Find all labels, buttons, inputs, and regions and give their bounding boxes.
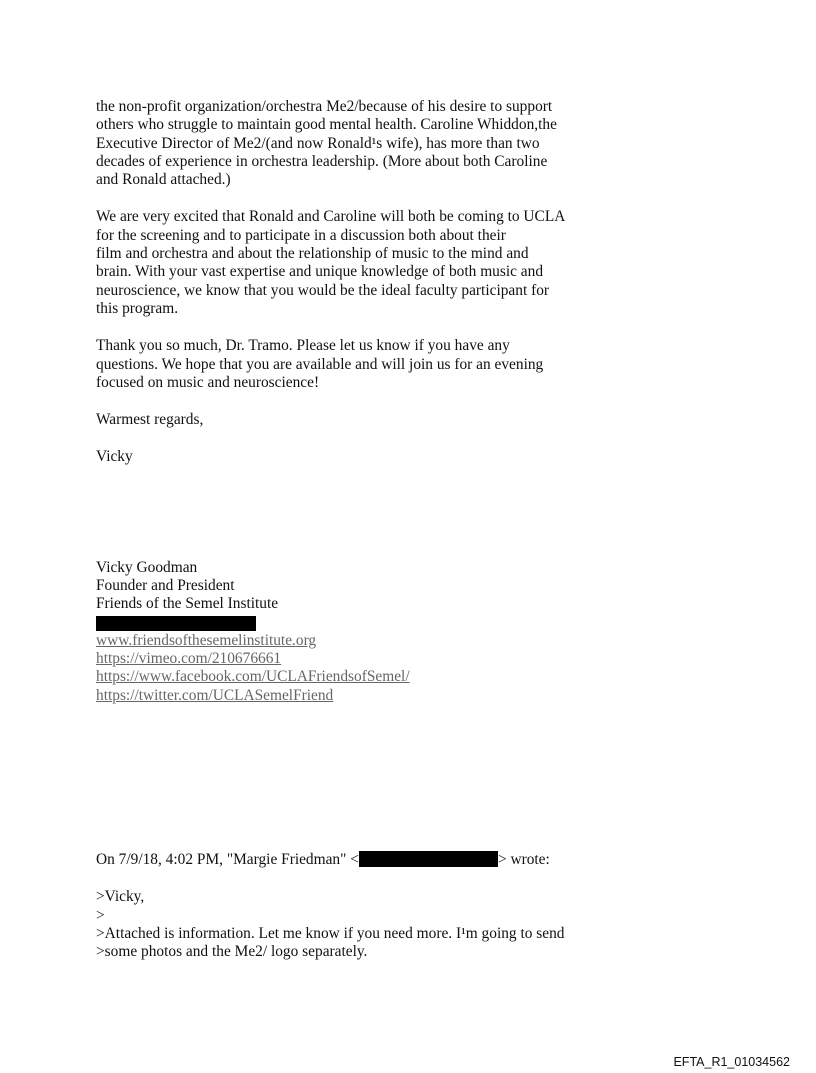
paragraph-1 (96, 98, 596, 189)
signoff-text: Vicky (96, 448, 133, 466)
paragraph-line: questions. We hope that you are available and will join us for an evening (96, 355, 544, 373)
paragraph-line: this program. (96, 299, 179, 317)
paragraph-line: others who struggle to maintain good mental health. Caroline Whiddon,the (96, 116, 557, 134)
paragraph-line: focused on music and neuroscience! (96, 373, 320, 391)
email-body (96, 98, 596, 705)
link-website[interactable]: www.friendsofthesemelinstitute.org (96, 631, 317, 649)
paragraph-line: the non-profit organization/orchestra Me2/because of his desire to support (96, 98, 553, 115)
paragraph-line: for the screening and to participate in a discussion both about their (96, 226, 506, 244)
paragraph-line: and Ronald attached.) (96, 171, 231, 189)
link-vimeo[interactable]: https://vimeo.com/210676661 (96, 649, 282, 667)
quoted-reply (96, 851, 616, 961)
signoff (96, 448, 596, 466)
reply-line: > (96, 906, 105, 924)
redaction-bar (359, 851, 498, 867)
reply-header-prefix: On 7/9/18, 4:02 PM, "Margie Friedman" < (96, 851, 359, 868)
paragraph-3 (96, 337, 596, 392)
redaction-bar (96, 616, 256, 631)
signature-title: Founder and President (96, 577, 235, 595)
reply-line: >Attached is information. Let me know if you need more. I¹m going to send (96, 924, 565, 942)
closing (96, 411, 596, 429)
reply-line: >Vicky, (96, 888, 145, 906)
paragraph-line: decades of experience in orchestra leadership. (More about both Caroline (96, 152, 548, 170)
paragraph-line: Thank you so much, Dr. Tramo. Please let us know if you have any (96, 337, 510, 355)
paragraph-line: We are very excited that Ronald and Caroline will both be coming to UCLA (96, 208, 566, 226)
paragraph-line: brain. With your vast expertise and unique knowledge of both music and (96, 263, 544, 281)
signature-name: Vicky Goodman (96, 558, 198, 576)
reply-header (96, 851, 616, 869)
paragraph-line: Executive Director of Me2/(and now Ronald¹s wife), has more than two (96, 134, 540, 152)
signature-links (96, 632, 596, 705)
document-id: EFTA_R1_01034562 (673, 1055, 790, 1069)
reply-header-suffix: > wrote: (497, 851, 550, 868)
paragraph-line: film and orchestra and about the relationship of music to the mind and (96, 245, 529, 263)
paragraph-line: neuroscience, we know that you would be the ideal faculty participant for (96, 281, 550, 299)
closing-text: Warmest regards, (96, 411, 204, 429)
paragraph-2 (96, 208, 596, 318)
signature-org: Friends of the Semel Institute (96, 595, 279, 613)
link-facebook[interactable]: https://www.facebook.com/UCLAFriendsofSemel/ (96, 668, 410, 686)
reply-line: >some photos and the Me2/ logo separately. (96, 943, 368, 961)
signature-block (96, 559, 596, 705)
link-twitter[interactable]: https://twitter.com/UCLASemelFriend (96, 686, 334, 704)
reply-body (96, 888, 616, 961)
